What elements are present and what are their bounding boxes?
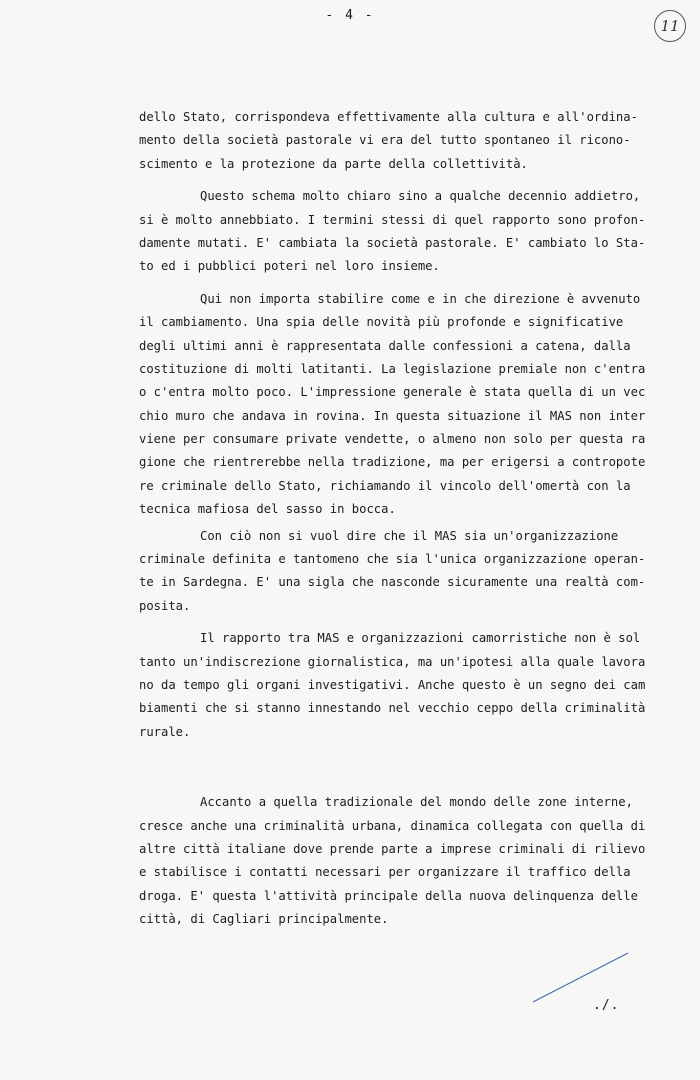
text-line: Con ciò non si vuol dire che il MAS sia un'organizzazione xyxy=(200,528,619,543)
text-line: chio muro che andava in rovina. In questa situazione il MAS non inter xyxy=(139,408,646,423)
text-line: no da tempo gli organi investigativi. Anche questo è un segno dei cam xyxy=(139,677,646,692)
text-line: o c'entra molto poco. L'impressione generale è stata quella di un vec xyxy=(139,385,646,400)
text-line: te in Sardegna. E' una sigla che nasconde sicuramente una realtà com- xyxy=(139,575,646,590)
text-line: si è molto annebbiato. I termini stessi di quel rapporto sono profon- xyxy=(139,212,646,227)
text-line: costituzione di molti latitanti. La legislazione premiale non c'entra xyxy=(139,361,646,376)
pen-stroke-line xyxy=(533,953,628,1002)
text-line: criminale definita e tantomeno che sia l'unica organizzazione operan- xyxy=(139,552,646,567)
text-line: to ed i pubblici poteri nel loro insieme. xyxy=(139,259,440,274)
text-line: biamenti che si stanno innestando nel vecchio ceppo della criminalità xyxy=(139,701,646,716)
text-line: e stabilisce i contatti necessari per organizzare il traffico della xyxy=(139,865,631,880)
text-line: dello Stato, corrispondeva effettivamente alla cultura e all'ordina- xyxy=(139,110,638,124)
text-line: viene per consumare private vendette, o almeno non solo per questa ra xyxy=(139,432,646,447)
text-line: gione che rientrerebbe nella tradizione, ma per erigersi a contropote xyxy=(139,455,646,470)
text-line: degli ultimi anni è rappresentata dalle confessioni a catena, dalla xyxy=(139,338,631,353)
page-stamp: 11 xyxy=(654,10,686,42)
text-line: il cambiamento. Una spia delle novità più profonde e significative xyxy=(139,315,624,330)
text-line: droga. E' questa l'attività principale della nuova delinquenza delle xyxy=(139,888,638,903)
text-line: damente mutati. E' cambiata la società pastorale. E' cambiato lo Sta- xyxy=(139,235,646,250)
text-line: città, di Cagliari principalmente. xyxy=(139,912,389,927)
text-line: tecnica mafiosa del sasso in bocca. xyxy=(139,502,396,517)
text-line: tanto un'indiscrezione giornalistica, ma un'ipotesi alla quale lavora xyxy=(139,654,646,669)
text-line: rurale. xyxy=(139,724,191,739)
text-line: altre città italiane dove prende parte a imprese criminali di rilievo xyxy=(139,841,646,856)
text-line: Questo schema molto chiaro sino a qualche decennio addietro, xyxy=(200,189,641,204)
text-line: Il rapporto tra MAS e organizzazioni camorristiche non è sol xyxy=(200,631,641,646)
text-line: re criminale dello Stato, richiamando il vincolo dell'omertà con la xyxy=(139,478,631,493)
text-line: posita. xyxy=(139,598,191,613)
text-line: scimento e la protezione da parte della collettività. xyxy=(139,156,528,171)
text-line: cresce anche una criminalità urbana, dinamica collegata con quella di xyxy=(139,818,646,833)
page-number: - 4 - xyxy=(325,8,375,23)
text-line: Qui non importa stabilire come e in che direzione è avvenuto xyxy=(200,291,641,306)
text-line: Accanto a quella tradizionale del mondo delle zone interne, xyxy=(200,795,633,810)
text-line: mento della società pastorale vi era del tutto spontaneo il ricono- xyxy=(139,133,631,148)
continuation-mark: ./. xyxy=(593,998,620,1013)
